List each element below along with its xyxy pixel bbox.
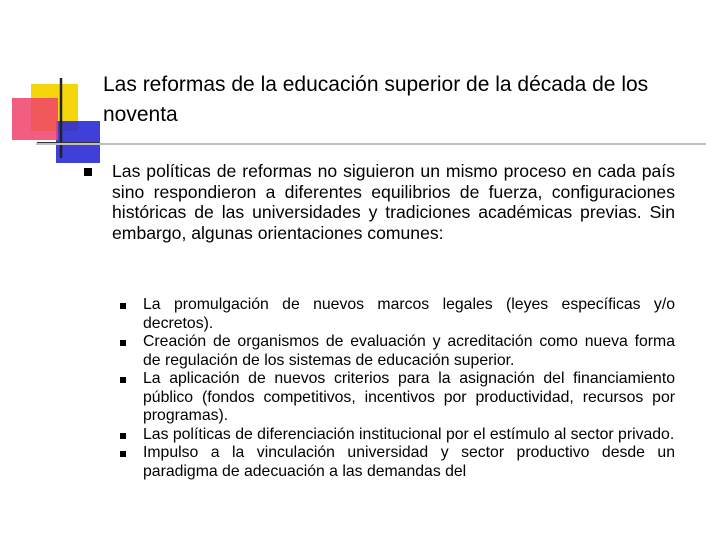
- bullet-icon: [120, 433, 126, 439]
- logo-red-square: [12, 98, 58, 140]
- list-item-text: Impulso a la vinculación universidad y sector productivo desde un paradigma de adecuación a las demandas del: [143, 444, 675, 480]
- list-item: [120, 370, 675, 426]
- main-paragraph: Las políticas de reformas no siguieron un mismo proceso en cada país sino respondieron a diferentes equilibrios de fuerza, configuraciones históricas de las universidades y tradiciones académicas previas. Sin embargo, algunas orientaciones comunes:: [112, 161, 675, 243]
- slide-title: Las reformas de la educación superior de la década de los noventa: [103, 73, 649, 126]
- list-item: [120, 426, 675, 445]
- list-item: [120, 296, 675, 333]
- bullet-icon: [120, 303, 126, 309]
- orientations-list: [120, 296, 675, 481]
- bullet-icon: [120, 377, 126, 383]
- title-divider: [36, 143, 706, 145]
- bullet-icon: [120, 451, 126, 457]
- list-item: [120, 333, 675, 370]
- bullet-icon: [120, 340, 126, 346]
- list-item-text: Las políticas de diferenciación institucional por el estímulo al sector privado.: [143, 425, 675, 443]
- list-item-text: La aplicación de nuevos criterios para la asignación del financiamiento público (fondos competitivos, incentivos por productividad, recursos por programas).: [143, 370, 675, 424]
- list-item: [120, 444, 675, 481]
- main-bullet-icon: [84, 168, 92, 176]
- list-item-text: La promulgación de nuevos marcos legales (leyes específicas y/o decretos).: [143, 296, 675, 332]
- list-item-text: Creación de organismos de evaluación y acreditación como nueva forma de regulación de los sistemas de educación superior.: [143, 333, 675, 369]
